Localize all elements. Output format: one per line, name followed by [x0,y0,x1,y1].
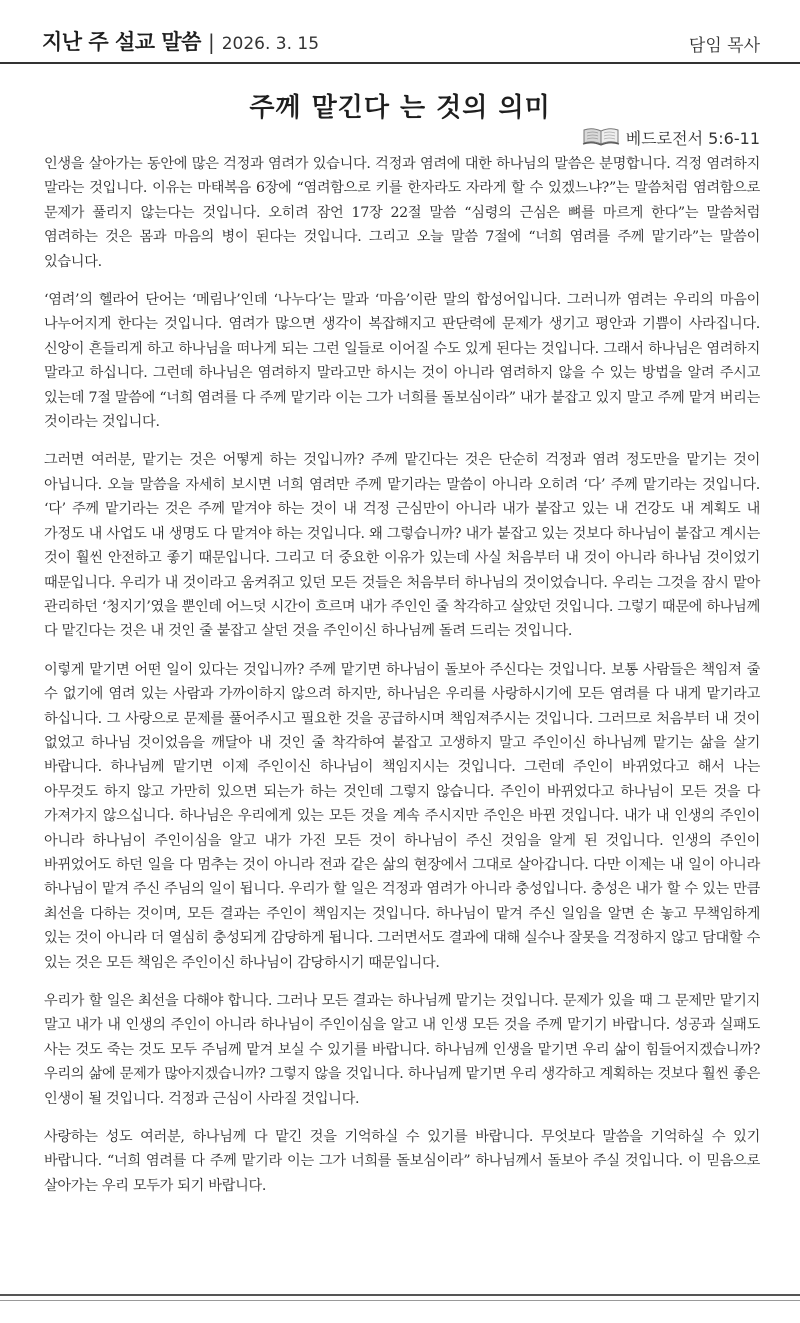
open-book-icon [582,123,626,151]
preacher-label: 담임 목사 [688,36,760,56]
paragraph-4: 이렇게 맡기면 어떤 일이 있다는 것입니까? 주께 맡기면 하나님이 돌보아 주신다는 것입니다. 보통 사람들은 책임져 줄 수 없기에 염려 있는 사람과 가까이하지 않으려 하지만, 하나님은 우리를 사랑하시기에 모든 염려를 다 내게 맡기라고 하십니다. 그 사랑으로 문제를 풀어주시고 필요한 것을 공급하시며 책임져주시는 것입니다. 그러므로 처음부터 내 것이 없었고 하나님 것이었음을 깨달아 내 것인 줄 착각하여 붙잡고 고생하지 말고 주인이신 하나님께 맡기는 삶을 살기 바랍니다. 하나님께 맡기면 이제 주인이신 하나님이 책임지시는 것입니다. 그런데 주인이 바뀌었다고 해서 나는 아무것도 하지 않고 가만히 있으면 되는가 하는 것인데 그렇지 않습니다. 주인이 바뀌었다고 하나님이 모든 것을 다 가져가지 않으십니다. 하나님은 우리에게 있는 모든 것을 계속 주시지만 주인은 바뀐 것입니다. 내가 내 인생의 주인이 아니라 하나님이 주인이심을 알고 내가 가진 모든 것이 하나님이 주신 것임을 알게 된 것입니다. 인생의 주인이 바뀌었어도 하던 일을 다 멈추는 것이 아니라 전과 같은 삶의 현장에서 그대로 살아갑니다. 다만 이제는 내 일이 아니라 하나님이 맡겨 주신 주님의 일이 됩니다. 우리가 할 일은 걱정과 염려가 아니라 충성입니다. 충성은 내가 할 수 있는 만큼 최선을 다하는 것이며, 모든 결과는 주인이 책임지는 것입니다. 하나님이 맡겨 주신 일임을 알면 손 놓고 무책임하게 있는 것이 아니라 더 열심히 충성되게 감당하게 됩니다. 그러면서도 결과에 대해 실수나 잘못을 걱정하지 않고 담대할 수 있는 것은 모든 책임은 주인이신 하나님이 감당하시기 때문입니다. [44,661,761,971]
scripture-reference [582,123,760,151]
paragraph-6: 사랑하는 성도 여러분, 하나님께 다 맡긴 것을 기억하실 수 있기를 바랍니다. 무엇보다 말씀을 기억하실 수 있기 바랍니다. “너희 염려를 다 주께 맡기라 이는 그가 너희를 돌보심이라” 하나님께서 돌보아 주실 것입니다. 이 믿음으로 살아가는 우리 모두가 되기 바랍니다. [44,1129,760,1194]
footer-divider-thin [0,1300,800,1301]
sermon-body [44,152,760,1212]
header-left [42,26,319,56]
paragraph-5: 우리가 할 일은 최선을 다해야 합니다. 그러나 모든 결과는 하나님께 맡기는 것입니다. 문제가 있을 때 그 문제만 맡기지 말고 내가 내 인생의 주인이 아니라 하나님이 주인이심을 알고 내 인생 모든 것을 주께 맡기기 바랍니다. 성공과 실패도 사는 것도 죽는 것도 모두 주님께 맡겨 보실 수 있기를 바랍니다. 하나님께 인생을 맡기면 우리 삶이 힘들어지겠습니까? 우리의 삶에 문제가 많아지겠습니까? 그렇지 않을 것입니다. 하나님께 맡기면 우리 생각하고 계획하는 것보다 훨씬 좋은 인생이 될 것입니다. 걱정과 근심이 사라질 것입니다. [44,993,760,1107]
paragraph-2: ‘염려’의 헬라어 단어는 ‘메림나’인데 ‘나누다’는 말과 ‘마음’이란 말의 합성어입니다. 그러니까 염려는 우리의 마음이 나누어지게 한다는 것입니다. 염려가 많으면 생각이 복잡해지고 판단력에 문제가 생기고 평안과 기쁨이 사라집니다. 신앙이 흔들리게 하고 하나님을 떠나게 되는 그런 일들로 이어질 수도 있게 된다는 것입니다. 그래서 하나님은 염려하지 말라고 하십니다. 그런데 하나님은 염려하지 말라고만 하시는 것이 아니라 염려하지 않을 수 있는 방법을 알려 주시고 있는데 7절 말씀에 “너희 염려를 다 주께 맡기라 이는 그가 너희를 돌보심이라” 내가 붙잡고 있지 말고 주께 맡겨 버리는 것이라는 것입니다. [44,292,760,431]
paragraph-3: 그러면 여러분, 맡기는 것은 어떻게 하는 것입니까? 주께 맡긴다는 것은 단순히 걱정과 염려 정도만을 맡기는 것이 아닙니다. 오늘 말씀을 자세히 보시면 너희 염려만 주께 맡기라는 말씀이 아니라 오히려 ‘다’ 주께 맡기라는 것입니다. ‘다’ 주께 맡기라는 것은 주께 맡겨야 하는 것이 내 걱정 근심만이 아니라 내가 붙잡고 있는 내 건강도 내 계획도 내 가정도 내 사업도 내 생명도 다 맡겨야 하는 것입니다. 왜 그렇습니까? 내가 붙잡고 있는 것보다 하나님이 붙잡고 계시는 것이 훨씬 안전하고 좋기 때문입니다. 그리고 더 중요한 이유가 있는데 사실 처음부터 내 것이 아니라 하나님 것이었기 때문입니다. 우리가 내 것이라고 움켜쥐고 있던 모든 것들은 처음부터 하나님의 것이었습니다. 우리는 그것을 잠시 맡아 관리하던 ‘청지기’였을 뿐인데 어느덧 시간이 흐르며 내가 주인인 줄 착각하고 살았던 것입니다. 그렇기 때문에 하나님께 다 맡긴다는 것은 내 것인 줄 붙잡고 살던 것을 주인이신 하나님께 돌려 드리는 것입니다. [44,452,760,640]
paragraph-1: 인생을 살아가는 동안에 많은 걱정과 염려가 있습니다. 걱정과 염려에 대한 하나님의 말씀은 분명합니다. 걱정 염려하지 말라는 것입니다. 이유는 마태복음 6장에 “염려함으로 키를 한자라도 자라게 할 수 있겠느냐?”는 말씀처럼 염려함으로 문제가 풀리지 않는다는 것입니다. 오히려 잠언 17장 22절 말씀 “심령의 근심은 뼈를 마르게 한다”는 말씀처럼 염려하는 것은 몸과 마음의 병이 된다는 것입니다. 그리고 오늘 말씀 7절에 “너희 염려를 주께 맡기라”는 말씀이 있습니다. [44,156,760,270]
footer-divider [0,1294,800,1296]
section-title: 지난 주 설교 말씀 [42,30,201,54]
header-separator: | [207,30,215,54]
scripture-text: 베드로전서 5:6-11 [625,128,760,148]
page-header [0,0,800,64]
sermon-title: 주께 맡긴다 는 것의 의미 [249,93,551,123]
sermon-date: 2026. 3. 15 [221,34,320,54]
